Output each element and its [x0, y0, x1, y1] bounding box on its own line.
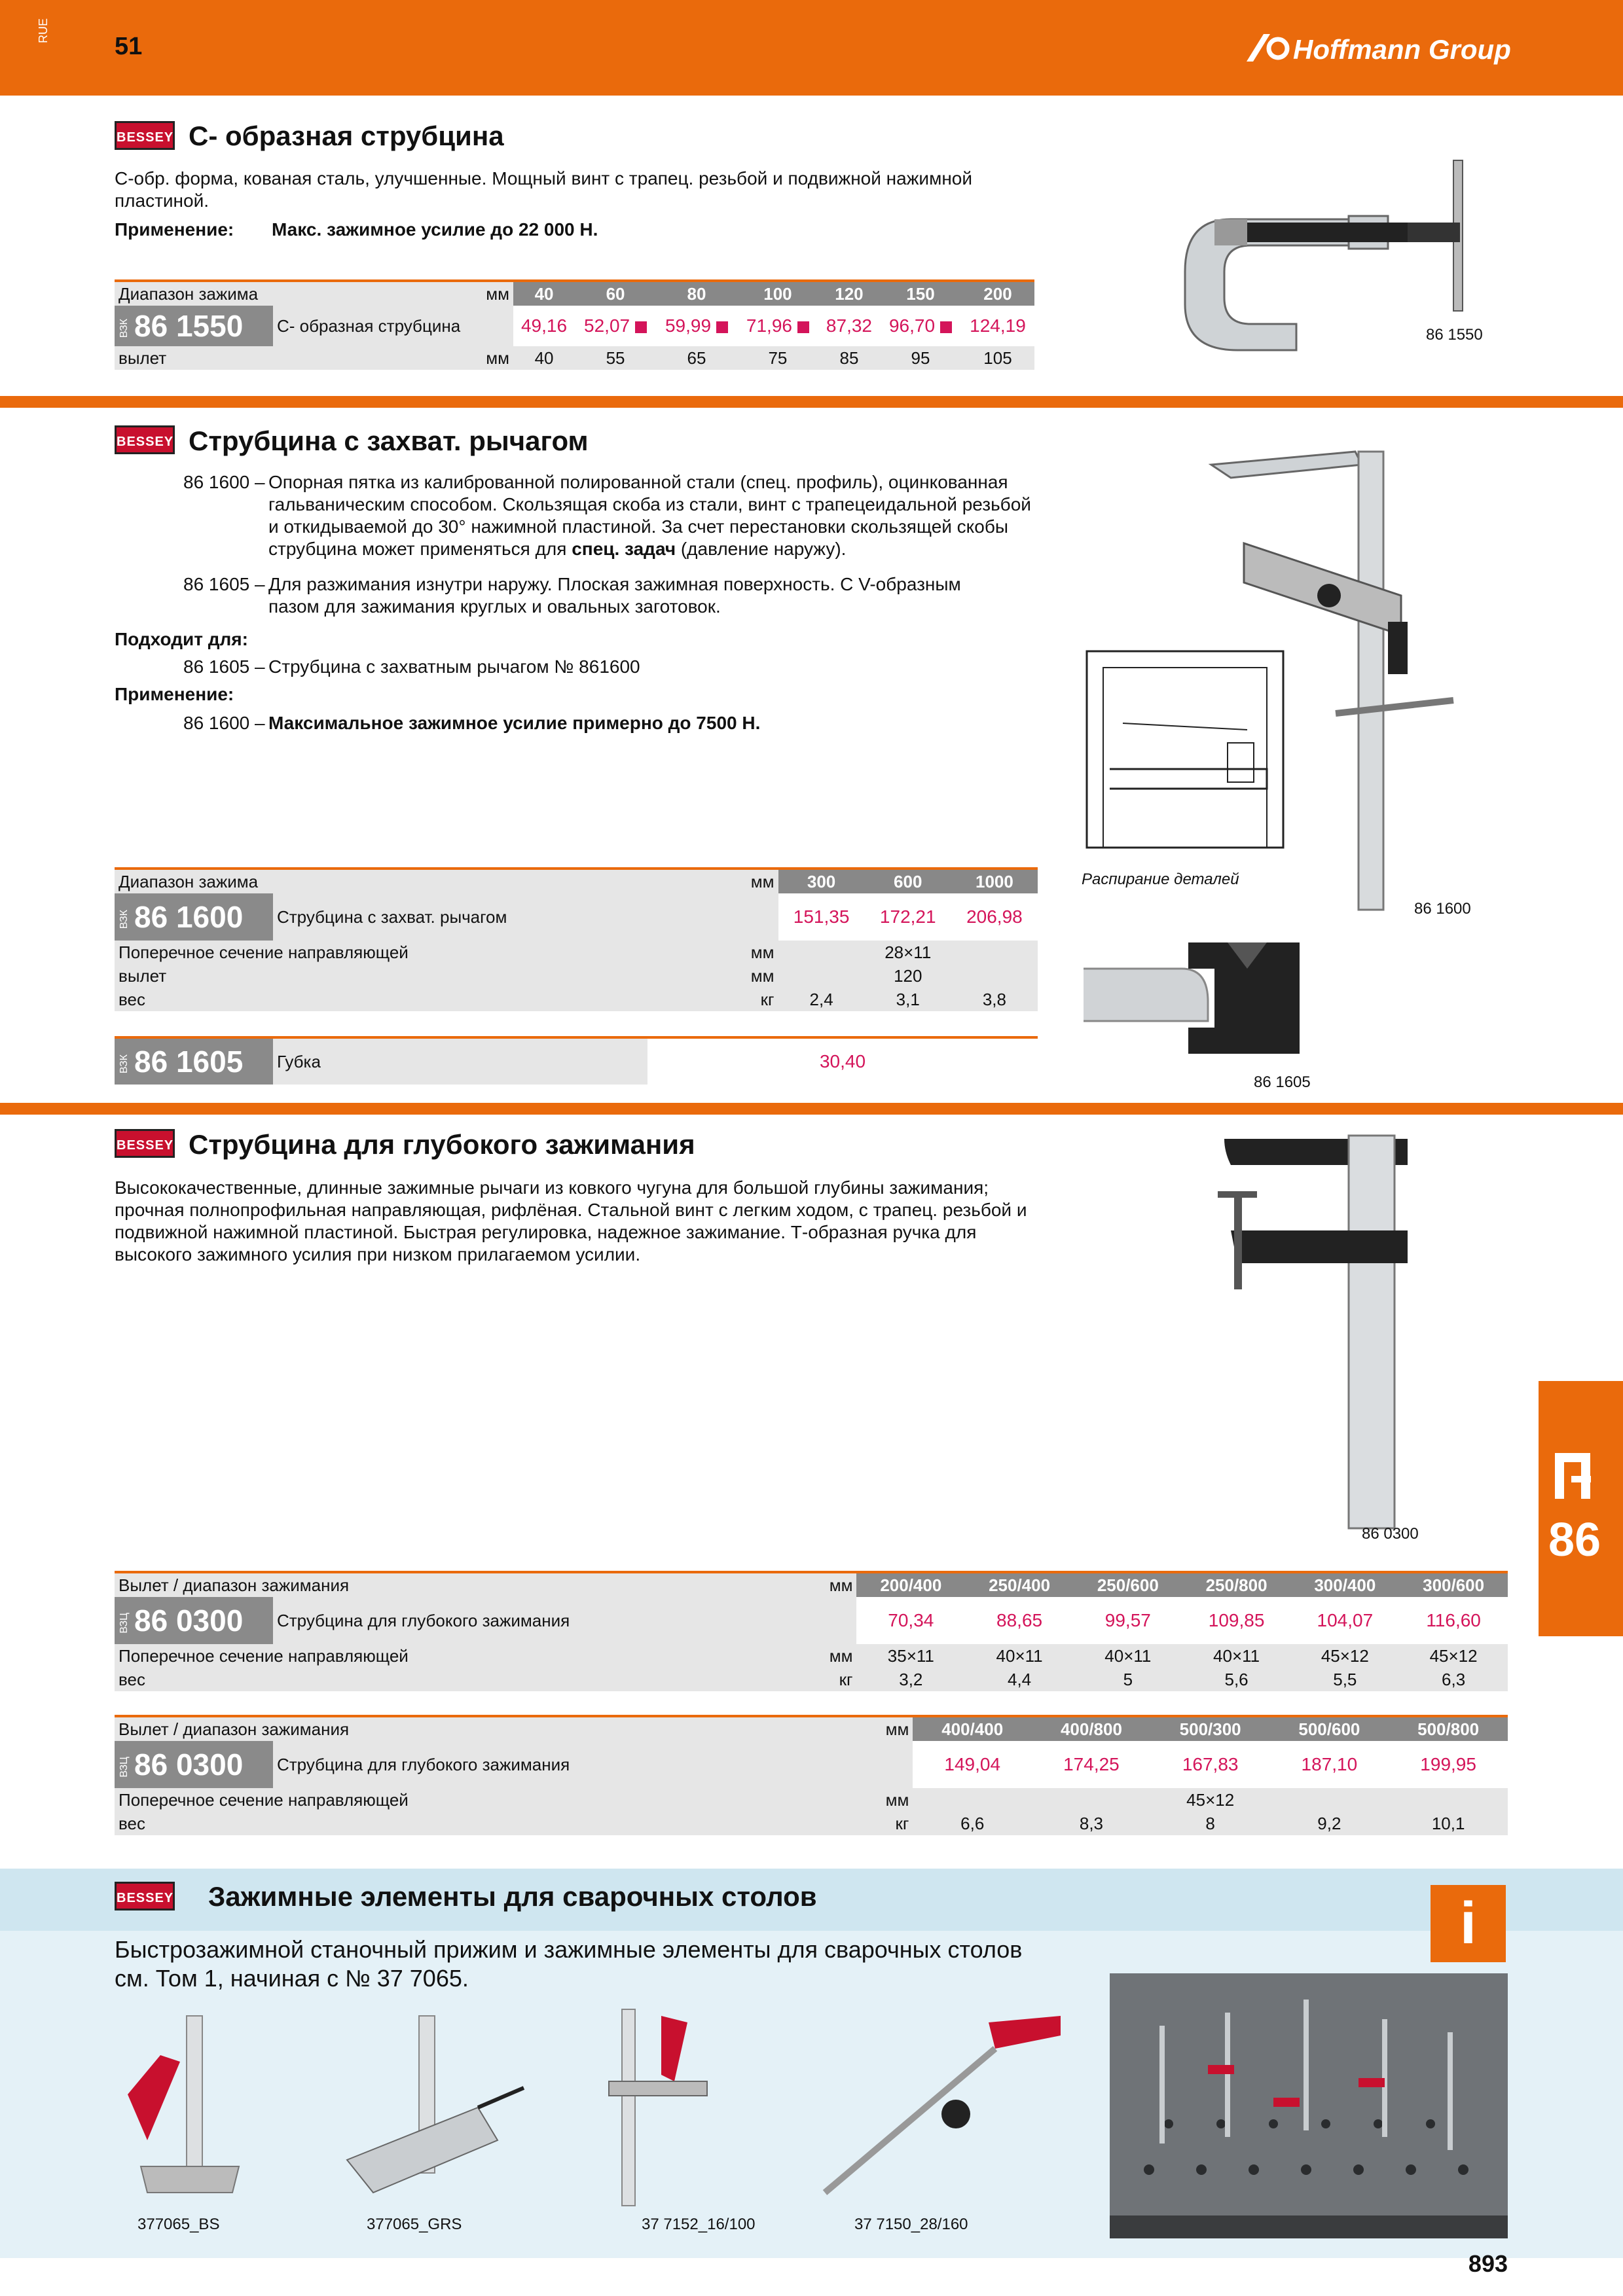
welding-table-image — [1110, 1973, 1508, 2238]
price-cell: 167,83 — [1182, 1754, 1239, 1774]
hoffmann-logo-icon — [1244, 30, 1290, 64]
weight-cell: 3,2 — [856, 1668, 965, 1691]
product-caption: 37 7150_28/160 — [854, 2215, 968, 2233]
application-label: Применение: — [115, 684, 234, 704]
range-unit: мм — [829, 1575, 853, 1595]
fits-code: 86 1605 – — [183, 656, 265, 677]
bessey-badge: BESSEY — [115, 425, 175, 454]
size-cell: 250/800 — [1182, 1572, 1291, 1597]
size-cell: 150 — [880, 281, 961, 306]
size-cell: 400/800 — [1032, 1716, 1151, 1741]
size-cell: 80 — [656, 281, 737, 306]
article-prefix: ВЗЦ — [119, 1757, 130, 1778]
item-code: 86 1600 – — [183, 472, 265, 492]
product-caption: 377065_BS — [137, 2215, 220, 2233]
price-cell: 151,35 — [793, 906, 850, 927]
size-cell: 200 — [961, 281, 1034, 306]
article-name: Струбцина с захват. рычагом — [273, 893, 778, 941]
article-prefix: ВЗЦ — [119, 1613, 130, 1634]
article-number-text: 86 1550 — [134, 309, 244, 343]
size-cell: 500/300 — [1151, 1716, 1270, 1741]
size-cell: 500/800 — [1389, 1716, 1508, 1741]
bessey-badge: BESSEY — [115, 121, 175, 150]
reach-label: вылет — [119, 965, 167, 986]
bessey-badge: BESSEY — [115, 1882, 175, 1910]
info-icon: i — [1431, 1885, 1506, 1962]
language-code: RUE — [37, 18, 50, 43]
price-cell: 124,19 — [970, 315, 1026, 336]
section-cell: 40×11 — [965, 1644, 1074, 1668]
weight-cell: 6,6 — [913, 1812, 1032, 1835]
section-label: Поперечное сечение направляющей — [119, 1789, 409, 1810]
range-unit: мм — [486, 283, 509, 304]
product-table-861550 — [115, 279, 1034, 370]
image-caption: 86 1605 — [1254, 1073, 1311, 1091]
article-number — [115, 1037, 273, 1085]
stock-marker-icon — [716, 321, 728, 333]
section-title: Струбцина для глубокого зажимания — [189, 1129, 695, 1160]
info-title: Зажимные элементы для сварочных столов — [208, 1881, 817, 1912]
info-text: см. Том 1, начиная с № 37 7065. — [115, 1965, 469, 1992]
price-cell: 71,96 — [737, 306, 818, 346]
weight-cell: 5 — [1074, 1668, 1182, 1691]
weight-unit: кг — [839, 1669, 853, 1689]
price-cell: 70,34 — [888, 1610, 934, 1630]
chapter-tab[interactable] — [1539, 1381, 1623, 1636]
price-cell: 49,16 — [520, 315, 568, 336]
section-cell: 45×12 — [1290, 1644, 1399, 1668]
size-cell: 300/400 — [1290, 1572, 1399, 1597]
article-prefix: ВЗК — [119, 1054, 130, 1074]
fits-label: Подходит для: — [115, 629, 248, 649]
reach-cell: 95 — [880, 346, 961, 370]
chapter-number: 86 — [1548, 1514, 1601, 1566]
reach-cell: 75 — [737, 346, 818, 370]
clamp-377150-image — [799, 2009, 1074, 2206]
price-cell: 199,95 — [1420, 1754, 1476, 1774]
info-text: Быстрозажимной станочный прижим и зажимные элементы для сварочных столов — [115, 1936, 1023, 1963]
lever-clamp-image — [1205, 425, 1493, 923]
size-cell: 400/400 — [913, 1716, 1032, 1741]
application-label: Применение: — [115, 219, 234, 240]
article-name: Губка — [273, 1037, 647, 1085]
reach-value: 120 — [778, 964, 1038, 988]
article-number — [115, 306, 273, 346]
article-number-text: 86 1605 — [134, 1045, 244, 1079]
weight-cell: 10,1 — [1389, 1812, 1508, 1835]
section-title: Струбцина с захват. рычагом — [189, 425, 589, 456]
product-table-861605 — [115, 1036, 1038, 1085]
price-cell: 187,10 — [1301, 1754, 1358, 1774]
section-cell: 35×11 — [856, 1644, 965, 1668]
article-number-text: 86 0300 — [134, 1604, 244, 1638]
application-text: Максимальное зажимное усилие примерно до 7500 Н. — [268, 713, 761, 733]
item-description: Опорная пятка из калиброванной полированной стали (спец. профиль), оцинкованная гальваническим способом. Скользящая скоба из стали, винт с трапецеидальной резьбой и откидываемой до 30° нажимной пластиной. За счет перестановки скользящей скобы струбцина может применяться для спец. задач (давление наружу). — [268, 472, 1031, 559]
section-cell: 45×12 — [1399, 1644, 1508, 1668]
range-unit: мм — [750, 871, 775, 891]
price-cell: 59,99 — [656, 306, 737, 346]
item-code: 86 1605 – — [183, 574, 265, 594]
size-cell: 600 — [865, 869, 951, 893]
weight-unit: кг — [895, 1813, 909, 1833]
range-label: Вылет / диапазон зажимания — [119, 1575, 350, 1595]
size-cell: 250/600 — [1074, 1572, 1182, 1597]
product-table-860300-a — [115, 1571, 1508, 1691]
reach-cell: 55 — [575, 346, 656, 370]
fits-text: Струбцина с захватным рычагом № 861600 — [268, 656, 640, 677]
price-cell: 109,85 — [1208, 1610, 1265, 1630]
range-label: Вылет / диапазон зажимания — [119, 1719, 350, 1739]
stock-marker-icon — [940, 321, 952, 333]
section-unit: мм — [885, 1789, 909, 1810]
reach-cell: 85 — [818, 346, 880, 370]
volume-number: 51 — [115, 33, 143, 60]
range-label: Диапазон зажима — [119, 283, 259, 304]
size-cell: 120 — [818, 281, 880, 306]
reach-cell: 105 — [961, 346, 1034, 370]
weight-cell: 6,3 — [1399, 1668, 1508, 1691]
size-cell: 40 — [513, 281, 575, 306]
price-cell: 52,07 — [575, 306, 656, 346]
clamp-bs-image — [108, 2009, 252, 2206]
weight-cell: 4,4 — [965, 1668, 1074, 1691]
price-cell: 172,21 — [879, 906, 936, 927]
application-text: Макс. зажимное усилие до 22 000 Н. — [272, 219, 598, 240]
section-value: 45×12 — [913, 1788, 1508, 1812]
clamp-icon — [1552, 1450, 1604, 1502]
section-title: С- образная струбцина — [189, 120, 504, 151]
clamp-grs-image — [334, 2009, 530, 2206]
product-table-860300-b — [115, 1715, 1508, 1835]
application-code: 86 1600 – — [183, 713, 265, 733]
clamp-377152-image — [596, 2003, 727, 2212]
range-label: Диапазон зажима — [119, 871, 259, 891]
size-cell: 100 — [737, 281, 818, 306]
size-cell: 200/400 — [856, 1572, 965, 1597]
weight-cell: 3,8 — [951, 988, 1038, 1011]
size-cell: 500/600 — [1270, 1716, 1389, 1741]
weight-cell: 8 — [1151, 1812, 1270, 1835]
price-cell: 149,04 — [944, 1754, 1001, 1774]
bessey-badge: BESSEY — [115, 1129, 175, 1158]
reach-label: вылет — [119, 348, 167, 368]
article-name: Струбцина для глубокого зажимания — [273, 1741, 913, 1788]
section-cell: 40×11 — [1182, 1644, 1291, 1668]
price-cell: 99,57 — [1104, 1610, 1151, 1630]
image-caption: 86 0300 — [1362, 1525, 1419, 1543]
stock-marker-icon — [635, 321, 647, 333]
article-name: С- образная струбцина — [273, 306, 513, 346]
jaw-image — [1084, 929, 1319, 1060]
article-number — [115, 1597, 273, 1644]
weight-cell: 3,1 — [865, 988, 951, 1011]
image-caption: 86 1600 — [1414, 900, 1471, 918]
price-cell: 116,60 — [1426, 1610, 1481, 1630]
product-caption: 377065_GRS — [367, 2215, 462, 2233]
article-number-text: 86 1600 — [134, 900, 244, 934]
article-number — [115, 1741, 273, 1788]
page-number: 893 — [1468, 2250, 1508, 2277]
price-cell: 87,32 — [826, 315, 872, 336]
image-caption: Распирание деталей — [1082, 870, 1239, 888]
price-cell: 88,65 — [996, 1610, 1043, 1630]
article-number-text: 86 0300 — [134, 1748, 244, 1782]
price-cell: 104,07 — [1317, 1610, 1374, 1630]
deep-throat-clamp-image — [1211, 1126, 1486, 1532]
size-cell: 300/600 — [1399, 1572, 1508, 1597]
price-cell: 30,40 — [647, 1037, 1038, 1085]
weight-label: вес — [119, 989, 145, 1009]
section-divider — [0, 396, 1623, 408]
weight-cell: 9,2 — [1270, 1812, 1389, 1835]
image-caption: 86 1550 — [1426, 326, 1483, 344]
section-value: 28×11 — [778, 941, 1038, 964]
reach-unit: мм — [750, 965, 775, 986]
section-unit: мм — [750, 942, 775, 962]
price-cell: 174,25 — [1063, 1754, 1120, 1774]
weight-cell: 8,3 — [1032, 1812, 1151, 1835]
weight-label: вес — [119, 1813, 145, 1833]
section-description: С-обр. форма, кованая сталь, улучшенные. Мощный винт с трапец. резьбой и подвижной нажимной пластиной. — [115, 168, 972, 211]
stock-marker-icon — [797, 321, 809, 333]
section-unit: мм — [829, 1645, 853, 1666]
price-cell: 96,70 — [880, 306, 961, 346]
article-prefix: ВЗК — [119, 319, 130, 338]
article-number — [115, 893, 273, 941]
weight-cell: 2,4 — [778, 988, 865, 1011]
article-name: Струбцина для глубокого зажимания — [273, 1597, 856, 1644]
item-description: Для разжимания изнутри наружу. Плоская зажимная поверхность. С V-образным пазом для зажимания круглых и овальных заготовок. — [268, 574, 961, 617]
section-label: Поперечное сечение направляющей — [119, 942, 409, 962]
weight-unit: кг — [760, 989, 775, 1009]
weight-cell: 5,5 — [1290, 1668, 1399, 1691]
range-unit: мм — [885, 1719, 909, 1739]
size-cell: 60 — [575, 281, 656, 306]
weight-cell: 5,6 — [1182, 1668, 1291, 1691]
product-table-861600 — [115, 867, 1038, 1011]
section-divider — [0, 1103, 1623, 1115]
reach-cell: 40 — [513, 346, 575, 370]
product-caption: 37 7152_16/100 — [642, 2215, 756, 2233]
size-cell: 250/400 — [965, 1572, 1074, 1597]
section-label: Поперечное сечение направляющей — [119, 1645, 409, 1666]
brand-logo-text: Hoffmann Group — [1293, 34, 1511, 65]
weight-label: вес — [119, 1669, 145, 1689]
article-prefix: ВЗК — [119, 910, 130, 929]
reach-unit: мм — [486, 348, 509, 368]
reach-cell: 65 — [656, 346, 737, 370]
price-cell: 206,98 — [966, 906, 1023, 927]
size-cell: 300 — [778, 869, 865, 893]
size-cell: 1000 — [951, 869, 1038, 893]
section-description: Высококачественные, длинные зажимные рычаги из ковкого чугуна для большой глубины зажимания; прочная полнопрофильная направляющая, рифлёная. Стальной винт с легким ходом, с трапец. резьбой и подвижной нажимной пластиной. Быстрая регулировка, надежное зажимание. Т-образная ручка для высокого зажимного усилия при низком прилагаемом усилии. — [115, 1177, 1027, 1265]
section-cell: 40×11 — [1074, 1644, 1182, 1668]
